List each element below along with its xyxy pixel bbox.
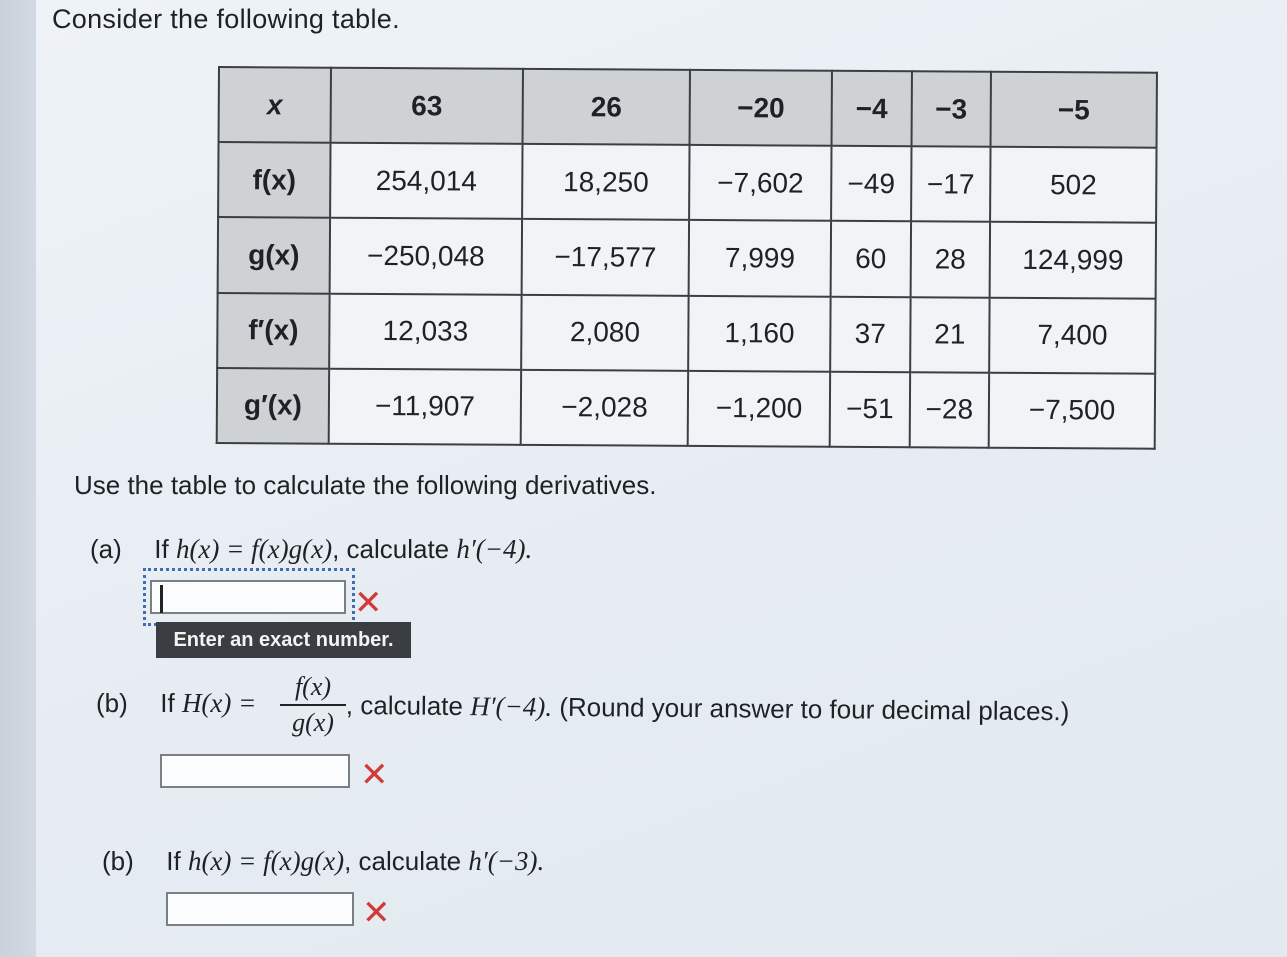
table-row: [217, 368, 1155, 449]
x-mark-icon: ✕: [362, 894, 391, 932]
table-cell: 254,014: [330, 143, 523, 219]
table-row: [217, 293, 1155, 374]
table-cell: −7,602: [689, 145, 831, 221]
part-b1-label: (b): [96, 688, 128, 718]
table-row-label: g′(x): [217, 368, 329, 444]
part-b2-formula: h(x) = f(x)g(x): [187, 846, 345, 876]
table-cell: 18,250: [522, 144, 690, 220]
part-b1-calc-text: , calculate: [345, 690, 464, 722]
part-b2-if: If: [166, 846, 181, 876]
table-x-label: x: [219, 67, 331, 143]
table-cell: −11,907: [329, 368, 522, 444]
part-b1-round-note: (Round your answer to four decimal places.): [559, 691, 1070, 727]
part-b1-lhs: H(x) =: [181, 688, 257, 718]
part-b2-answer-input[interactable]: [166, 892, 354, 926]
table-row-label: f(x): [218, 142, 330, 218]
table-row-label: g(x): [218, 217, 330, 293]
fraction-bar: [280, 704, 346, 706]
fraction-numerator: f(x): [294, 672, 332, 701]
part-b2-question: [102, 846, 544, 877]
table-cell: 124,999: [990, 222, 1156, 298]
part-b1-question-start: [96, 688, 256, 719]
part-a-hint-tooltip: Enter an exact number.: [156, 622, 411, 658]
table-row: [218, 217, 1156, 298]
table-cell: 60: [831, 221, 911, 297]
part-a-formula: h(x) = f(x)g(x): [175, 534, 333, 564]
part-a-if: If: [154, 534, 169, 564]
intro-text: Consider the following table.: [52, 4, 400, 34]
table-cell: −49: [831, 146, 911, 222]
part-b1-if: If: [160, 688, 175, 718]
part-b2-calc-text: , calculate: [344, 846, 462, 876]
part-a-question: [90, 534, 532, 565]
table-cell: −2,028: [521, 370, 689, 446]
table-row-label: f′(x): [217, 293, 329, 369]
instructions-text: Use the table to calculate the following derivatives.: [74, 470, 657, 500]
part-b1-fraction: [280, 672, 346, 738]
table-x-value: −5: [991, 72, 1157, 148]
table-x-value: 63: [331, 68, 524, 144]
part-a-calc-text: , calculate: [332, 534, 450, 564]
part-b1-target: H′(−4).: [470, 691, 553, 722]
part-b1-answer-input[interactable]: [160, 754, 350, 788]
table-cell: −17: [911, 146, 991, 222]
table-cell: −1,200: [688, 371, 830, 447]
table-cell: −17,577: [522, 219, 690, 295]
table-cell: −51: [830, 371, 910, 447]
table-cell: 28: [910, 222, 990, 298]
table-row: [218, 142, 1156, 223]
x-mark-icon: ✕: [354, 584, 383, 622]
table-cell: 2,080: [521, 294, 689, 370]
table-x-value: −20: [690, 70, 832, 146]
table-header-row: [219, 67, 1157, 148]
x-mark-icon: ✕: [360, 756, 389, 794]
values-table: [216, 66, 1158, 450]
table-cell: −250,048: [330, 218, 523, 294]
table-x-value: 26: [523, 69, 691, 145]
table-cell: 7,999: [689, 220, 831, 296]
part-a-answer-input[interactable]: [150, 580, 346, 614]
table-x-value: −3: [911, 71, 991, 147]
part-b2-label: (b): [102, 846, 134, 876]
fraction-denominator: g(x): [292, 708, 334, 737]
table-cell: 12,033: [329, 293, 522, 369]
table-cell: 502: [990, 147, 1156, 223]
table-cell: 7,400: [989, 297, 1155, 373]
table-cell: −7,500: [989, 372, 1155, 448]
part-a-label: (a): [90, 534, 122, 564]
part-a-target: h′(−4).: [456, 534, 533, 564]
text-caret: [160, 585, 163, 613]
table-cell: 1,160: [688, 295, 830, 371]
part-b2-target: h′(−3).: [468, 846, 545, 876]
table-cell: 21: [910, 297, 990, 373]
table-cell: −28: [909, 372, 989, 448]
table-x-value: −4: [832, 71, 912, 147]
part-b1-question-end: [346, 690, 1070, 727]
table-cell: 37: [830, 296, 910, 372]
